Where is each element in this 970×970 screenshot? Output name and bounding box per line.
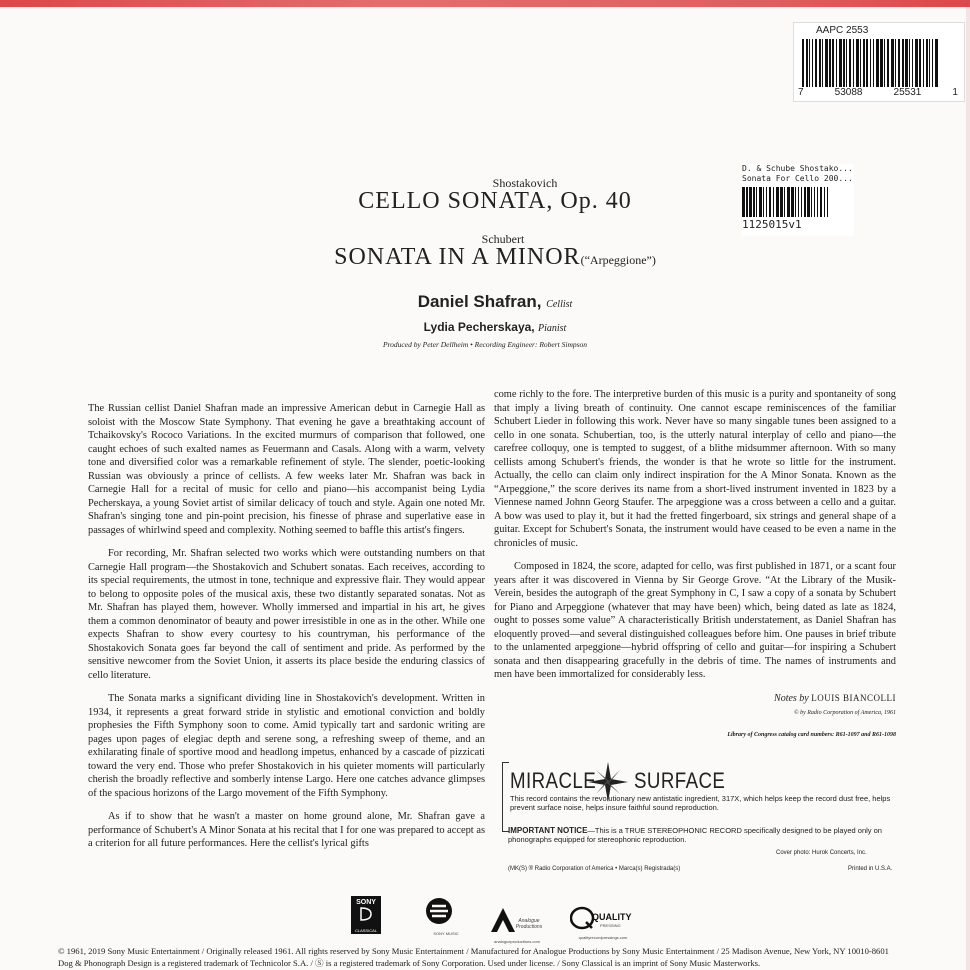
important-notice-text: —This is a TRUE STEREOPHONIC RECORD specifically designed to be played only on phonographs equipped for stereophonic reproduction. [508,826,882,844]
barcode-bar [863,39,865,87]
performer-cellist [0,292,970,312]
miracle-description: This record contains the revolutionary new antistatic ingredient, 317X, which helps keep the record dust free, helps prevent surface noise, helps insure faithful sound reproduction. [510,794,891,812]
composer-schubert: Schubert [481,232,525,246]
sony-classical-logo [351,896,381,934]
notes-by-label: Notes by [774,692,809,704]
barcode-bar [853,39,854,87]
bracket-divider [502,762,509,832]
barcode-bar [926,39,928,87]
liner-notes-left-column [88,402,485,861]
barcode-bar [891,39,894,87]
barcode-bar [919,39,921,87]
barcode-bar [923,39,924,87]
barcode-bar [843,39,845,87]
barcode-bar [909,39,910,87]
quality-subtext: PRESSING [600,923,621,928]
barcode-bar [866,39,868,87]
barcode-bar [929,39,930,87]
barcode-bar [870,39,871,87]
sony-classical-emblem-icon [359,906,373,922]
barcode-bar [846,39,847,87]
analogue-url: analogueproductions.com [494,939,540,944]
barcode-bar [912,39,913,87]
sony-logo-text: SONY [356,899,376,906]
sony-music-text: SONY MUSIC [433,931,459,936]
important-notice [508,826,903,844]
work-title-cello-sonata: CELLO SONATA, Op. 40 [358,188,632,214]
barcode-bar [915,39,918,87]
barcode-bar [806,39,808,87]
sticker-id: 1125015v1 [742,218,802,231]
barcode-bar [905,39,908,87]
barcode-bar [932,39,933,87]
analogue-productions-logo [487,906,547,948]
barcode-digit-group: 25531 [893,87,922,98]
barcode-bar [880,39,883,87]
composer-shostakovich: Shostakovich [492,176,558,190]
top-color-strip [0,0,970,7]
cover-edge [966,7,970,970]
barcode-digit-group: 1 [952,87,958,98]
barcode-bar [825,39,828,87]
performer-role: Pianist [537,323,567,334]
miracle-label: MIRACLE [510,768,597,793]
barcode-bar [832,39,834,87]
barcode-bar [849,39,851,87]
barcode-bar [887,39,889,87]
rca-trademark: (MK(S) ® Radio Corporation of America • Marca(s) Registrada(s) [508,866,681,872]
barcode-bar [836,39,837,87]
barcode-bar [856,39,859,87]
sony-music-logo [424,896,468,940]
notes-author: LOUIS BIANCOLLI [811,692,896,703]
barcode-bar [895,39,896,87]
sticker-line-1: D. & Schube Shostako... [742,164,853,173]
classical-logo-text: CLASSICAL [354,928,377,933]
barcode-icon [802,39,950,87]
printed-in: Printed in U.S.A. [848,866,893,872]
barcode-digit-group: 53088 [834,87,863,98]
barcode-bar [898,39,900,87]
barcode-bar [802,39,804,87]
analogue-text: Analogue Productions [515,918,543,930]
barcode-bar [829,39,831,87]
work-subtitle: (“Arpeggione”) [580,253,656,267]
barcode-bar [819,39,821,87]
performer-role: Cellist [546,299,573,310]
liner-paragraph: come richly to the fore. The interpretive burden of this music is a purity and spontaneity of song that imply a living breath of continuity. One cannot escape reminiscences of the familiar Schubert Lieder in following this work. Never have so many singable tunes been assigned to a cello in one sonata. Schubertian, too, is the utterly natural interplay of cello and piano—the carefree colloquy, one is tempted to suggest, of a blithe midsummer afternoon. With so many cellists among Schubert's friends, the wonder is that he wrote so little for the instrument. Actually, the cello can claim only indirect inspiration for the A Minor Sonata. Known as the “Arpeggione,” the score derives its name from a short-lived instrument invented in 1823 by a Viennese named Johnn Georg Staufer. The arpeggione was a cross between a cello and a guitar. A bow was used to play it, but it had the fretted fingerboard, six strings and general shape of a guitar. Except for Schubert's Sonata, the instrument would have ceased to be even a name in the chronicles of music. [494,389,896,549]
barcode-bar [822,39,823,87]
liner-paragraph: The Russian cellist Daniel Shafran made an impressive American debut in Carnegie Hall as soloist with the Moscow State Symphony. That evening he gave a breathtaking account of Tchaikovsky's Rococo Variations. In the excited murmurs of comparison that followed, one caught echoes of such exalted names as Feuermann and Casals. Along with a warm, velvety tone and diversified color was a remarkable refinement of style. The slender, poetic-looking Russian was obviously a prince of cellists. A few weeks later Mr. Shafran was back in Carnegie Hall for a recital of music for cello and piano—his accompanist being Lydia Pecherskaya, a young Soviet artist of similar delicacy of touch and style. Again one noted Mr. Shafran's singing tone and pin-point precision, his finesse of phrase and superlative ease in passages of whirlwind speed and complexity. Nothing seemed to baffle this artist's fingers. [88,403,485,536]
barcode-bar [860,39,861,87]
barcode-bar [809,39,810,87]
footer-line-1: © 1961, 2019 Sony Music Entertainment / Originally released 1961. All rights reserved by Sony Music Entertainment / Manufactured for Analogue Productions by Sony Music Entertainment / 25 Madison Avenue, New York, NY 10010-8601 [58,946,889,956]
barcode-bar [873,39,874,87]
barcode-bar [884,39,885,87]
barcode-bar [876,39,879,87]
barcode-bar [812,39,813,87]
library-of-congress-numbers: Library of Congress catalog card numbers: R61-1097 and R61-1098 [727,731,896,738]
cover-photo-credit: Cover photo: Hurok Concerts, Inc. [776,850,867,856]
upc-barcode-sticker [793,22,965,102]
barcode-bar [902,39,904,87]
notes-attribution [494,692,896,706]
barcode-bar [935,39,938,87]
miracle-surface-box [502,762,902,830]
liner-notes-right-column [494,388,896,742]
catalog-number: AAPC 2553 [816,25,869,36]
work-title-text: SONATA IN A MINOR [334,244,581,270]
liner-paragraph: For recording, Mr. Shafran selected two works which were outstanding numbers on that Carnegie Hall program—the Shostakovich and Schubert sonatas. Each receives, according to its special requirements, the utmost in tone, technique and expressive flair. They would appear to belong to opposite poles of the musical axis, these two distantly separated sonatas. Not as Mr. Shafran has played them, however. Wholly immersed and impartial in his art, he gives them a common denominator of beauty and power irresistible in one as in the other. While one expects Shafran to show every courtesy to his countryman, his performance of the Shostakovich Sonata goes far beyond the call of sentiment and pride. As performed by the sensitive newcomer from the Soviet Union, it asserts its place beside the enduring classics of cello literature. [88,548,485,681]
barcode-digit-group: 7 [798,87,804,98]
production-credits: Produced by Peter Dellheim • Recording Engineer: Robert Simpson [382,340,588,349]
quality-url: qualityrecordpressings.com [578,935,628,940]
barcode-bar [839,39,842,87]
liner-paragraph: Composed in 1824, the score, adapted for cello, was first published in 1871, or a scant four years after it was discovered in Vienna by Sir George Grove. “At the Library of the Musik-Verein, besides the autograph of the great Symphony in C, I saw a copy of a sonata by Schubert for Piano and Arpeggione (whatever that may have been) which, being dated as late as 1824, ought to posses some value” A characteristically British understatement, as Daniel Shafran has eloquently proved—and several distinguished colleagues before him. One pauses in brief tribute to the unlamented arpeggione—hybrid offspring of cello and guitar—for inspiring a Schubert sonata and then disappearing gracefully in the debris of time. The names of instruments and men have been immortalized for considerably less. [494,561,896,680]
liner-paragraph: As if to show that he wasn't a master on home ground alone, Mr. Shafran gave a performance of Schubert's A Minor Sonata at his recital that I for one was prepared to accept as a criterion for all future performances. Here the cellist's lyrical gifts [88,811,485,849]
sony-music-emblem-icon [424,896,454,926]
performer-pianist [0,320,970,334]
quality-record-pressings-logo [570,906,636,950]
legal-footer [58,945,918,969]
barcode-digits [798,87,958,98]
surface-label: SURFACE [634,768,726,793]
notes-copyright: © by Radio Corporation of America, 1961 [794,710,896,716]
liner-paragraph: The Sonata marks a significant dividing line in Shostakovich's development. Written in 1934, it represents a great forward stride in stylistic and emotional conviction and boldly prophesies the Fifth Symphony soon to come. Amid typically tart and sardonic writing are pages upon pages of elegiac depth and serene song, a refreshing sweep of theme, and an exhilarating finale of sportive mood and headlong impetus, enhanced by a cascade of pizzicati toward the very end. Those who prefer Shostakovich in his quieter moments will particularly cherish the broadly reflective and somberly intense Largo. Here one catches advance glimpses of the spacious horizons of the Largo movement of the Fifth Symphony. [88,693,485,799]
work-title-sonata-a-minor [0,244,970,271]
important-notice-label: IMPORTANT NOTICE [508,826,588,835]
footer-line-2: Dog & Phonograph Design is a registered trademark of Technicolor S.A. / Ⓢ is a registered trademark of Sony Corporation. Used under license. / Sony Classical is an imprint of Sony Music Masterworks. [58,958,761,968]
quality-text: QUALITY [592,912,632,922]
sticker-line-2: Sonata For Cello 200... [742,174,853,183]
performer-name: Daniel Shafran, [417,292,542,311]
performer-name: Lydia Pecherskaya, [423,320,535,334]
barcode-bar [815,39,817,87]
